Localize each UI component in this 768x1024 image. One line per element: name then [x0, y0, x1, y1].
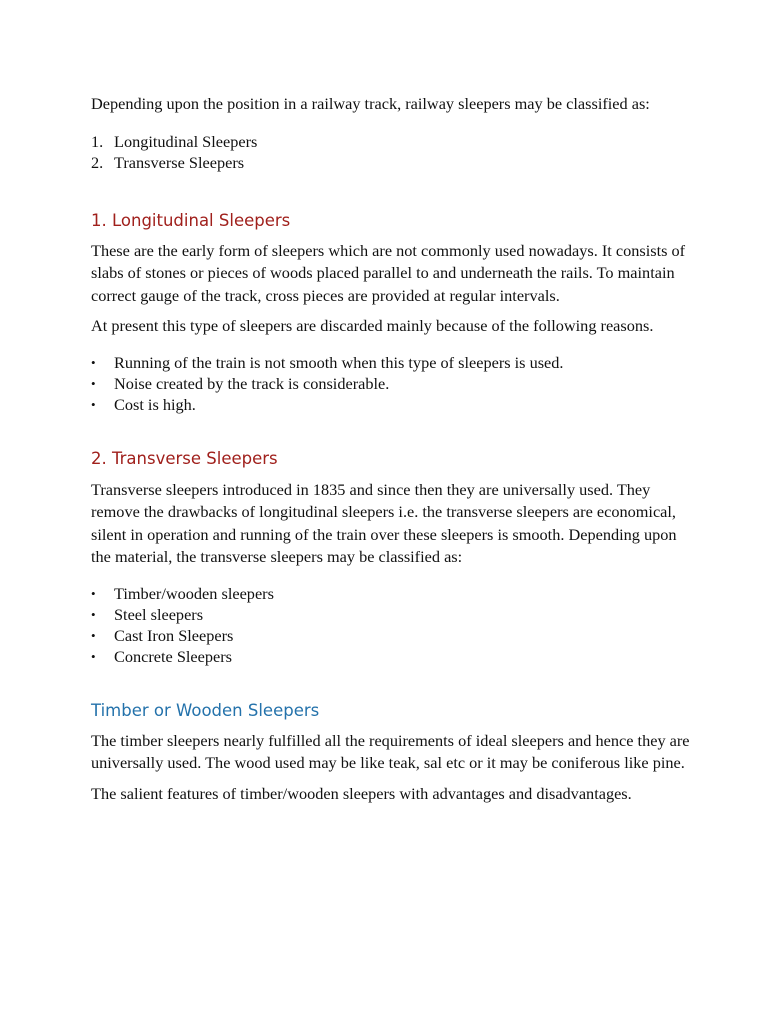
list-item: [91, 373, 691, 394]
classification-list: [91, 131, 691, 173]
transverse-description: Transverse sleepers introduced in 1835 and since then they are universally used. They remove the drawbacks of longitudinal sleepers i.e. the transverse sleepers are economical, silent in operation and running of the train over these sleepers is smooth. Depending upon the material, the transverse sleepers may be classified as:: [91, 479, 677, 566]
list-item: [91, 352, 691, 373]
list-item-label: Timber/wooden sleepers: [114, 583, 274, 603]
bullet-icon: •: [91, 396, 96, 412]
list-item-label: Longitudinal Sleepers: [114, 131, 258, 151]
list-item-label: Steel sleepers: [114, 604, 204, 624]
bullet-icon: •: [91, 627, 96, 643]
materials-list: [91, 583, 691, 667]
list-item: [91, 583, 691, 604]
list-item: [91, 394, 691, 415]
bullet-icon: •: [91, 585, 96, 601]
intro-paragraph: Depending upon the position in a railway track, railway sleepers may be classified as:: [91, 94, 650, 113]
longitudinal-description: These are the early form of sleepers which are not commonly used nowadays. It consists of slabs of stones or pieces of woods placed parallel to and underneath the rails. To maintain correct gauge of the track, cross pieces are provided at regular intervals.: [91, 240, 686, 305]
heading-timber-sleepers: Timber or Wooden Sleepers: [91, 700, 320, 720]
list-item-label: Cast Iron Sleepers: [114, 625, 234, 645]
reasons-list: [91, 352, 691, 415]
list-number: 2.: [91, 152, 104, 172]
list-item-label: Cost is high.: [114, 394, 196, 414]
bullet-icon: •: [91, 354, 96, 370]
bullet-icon: •: [91, 375, 96, 391]
document-page: [91, 93, 691, 805]
heading-transverse-sleepers: 2. Transverse Sleepers: [91, 448, 278, 468]
heading-longitudinal-sleepers: 1. Longitudinal Sleepers: [91, 210, 291, 230]
list-item: [91, 646, 691, 667]
timber-features-intro: The salient features of timber/wooden sleepers with advantages and disadvantages.: [91, 783, 632, 803]
list-item-label: Noise created by the track is considerable.: [114, 373, 390, 393]
list-item-label: Transverse Sleepers: [114, 152, 245, 172]
timber-description: The timber sleepers nearly fulfilled all the requirements of ideal sleepers and hence they are universally used. The wood used may be like teak, sal etc or it may be coniferous like pine.: [91, 730, 690, 772]
list-item-label: Concrete Sleepers: [114, 646, 232, 666]
bullet-icon: •: [91, 648, 96, 664]
list-item: [91, 152, 691, 173]
list-item: [91, 131, 691, 152]
bullet-icon: •: [91, 606, 96, 622]
list-item: [91, 625, 691, 646]
list-item: [91, 604, 691, 625]
list-item-label: Running of the train is not smooth when this type of sleepers is used.: [114, 352, 564, 372]
longitudinal-discard-reason-intro: At present this type of sleepers are discarded mainly because of the following reasons.: [91, 316, 654, 335]
list-number: 1.: [91, 131, 104, 151]
